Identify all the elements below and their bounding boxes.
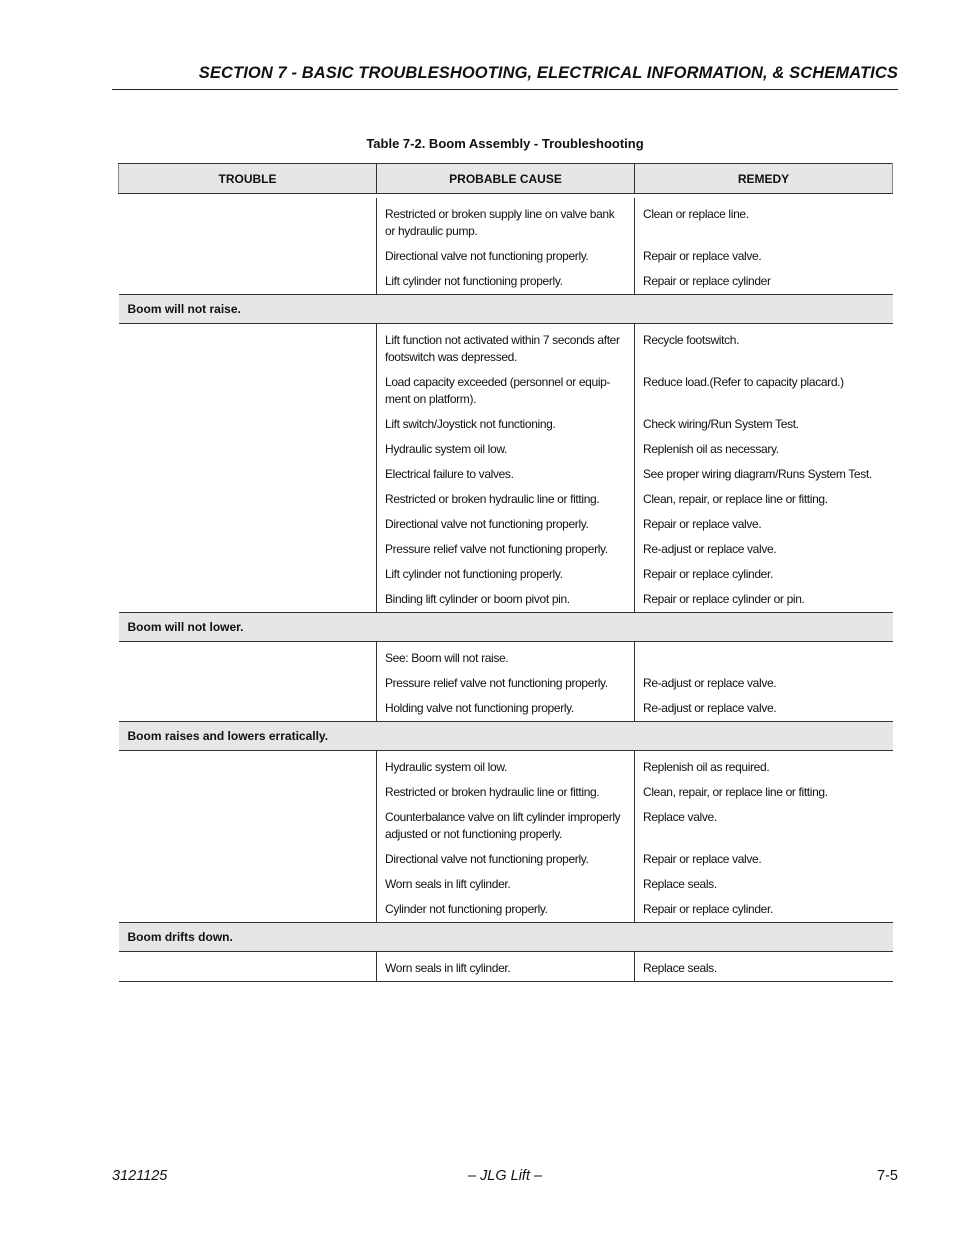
remedy-text: Replenish oil as required. [643, 760, 770, 774]
trouble-cell-empty [119, 642, 377, 722]
probable-cause-cell [377, 462, 635, 487]
remedy-cell [635, 324, 893, 371]
cause-row [119, 198, 893, 244]
remedy-cell [635, 587, 893, 613]
header-rule [112, 89, 898, 90]
probable-cause-text: Restricted or broken supply line on valve bank or hydraulic pump. [385, 207, 615, 238]
troubleshooting-table [118, 163, 893, 982]
remedy-cell [635, 562, 893, 587]
page-number: 7-5 [877, 1168, 898, 1184]
probable-cause-cell [377, 487, 635, 512]
remedy-cell [635, 512, 893, 537]
remedy-cell [635, 437, 893, 462]
probable-cause-cell [377, 780, 635, 805]
remedy-cell [635, 751, 893, 781]
probable-cause-cell [377, 324, 635, 371]
remedy-text: Clean, repair, or replace line or fitting. [643, 492, 828, 506]
remedy-text: Re-adjust or replace valve. [643, 676, 777, 690]
probable-cause-cell [377, 751, 635, 781]
trouble-label: Boom raises and lowers erratically. [119, 722, 893, 751]
probable-cause-cell [377, 512, 635, 537]
probable-cause-cell [377, 587, 635, 613]
trouble-cell-empty [119, 751, 377, 923]
remedy-cell [635, 952, 893, 982]
probable-cause-cell [377, 696, 635, 722]
remedy-text: Clean, repair, or replace line or fitting. [643, 785, 828, 799]
remedy-text: Reduce load.(Refer to capacity placard.) [643, 375, 844, 389]
remedy-cell [635, 370, 893, 412]
probable-cause-cell [377, 437, 635, 462]
remedy-cell [635, 872, 893, 897]
remedy-text: Replace valve. [643, 810, 717, 824]
remedy-text: Re-adjust or replace valve. [643, 542, 777, 556]
remedy-text: Re-adjust or replace valve. [643, 701, 777, 715]
probable-cause-cell [377, 671, 635, 696]
trouble-row [119, 295, 893, 324]
remedy-cell [635, 537, 893, 562]
probable-cause-text: Counterbalance valve on lift cylinder improperly adjusted or not functioning properly. [385, 810, 621, 841]
probable-cause-text: Electrical failure to valves. [385, 467, 514, 481]
document-number: 3121125 [112, 1168, 168, 1184]
remedy-text: Repair or replace valve. [643, 852, 762, 866]
probable-cause-text: Pressure relief valve not functioning properly. [385, 676, 608, 690]
trouble-row [119, 722, 893, 751]
probable-cause-text: Hydraulic system oil low. [385, 442, 507, 456]
remedy-cell [635, 642, 893, 672]
probable-cause-cell [377, 370, 635, 412]
remedy-text [643, 642, 885, 654]
probable-cause-cell [377, 198, 635, 244]
remedy-cell [635, 805, 893, 847]
remedy-cell [635, 412, 893, 437]
trouble-cell-empty [119, 952, 377, 982]
trouble-label: Boom will not raise. [119, 295, 893, 324]
probable-cause-text: Lift cylinder not functioning properly. [385, 274, 563, 288]
probable-cause-cell [377, 412, 635, 437]
probable-cause-cell [377, 537, 635, 562]
probable-cause-cell [377, 269, 635, 295]
probable-cause-text: Lift cylinder not functioning properly. [385, 567, 563, 581]
remedy-cell [635, 462, 893, 487]
remedy-cell [635, 847, 893, 872]
remedy-text: Repair or replace cylinder. [643, 902, 773, 916]
remedy-text: Repair or replace cylinder [643, 274, 771, 288]
probable-cause-cell [377, 952, 635, 982]
probable-cause-text: See: Boom will not raise. [385, 651, 509, 665]
probable-cause-text: Lift switch/Joystick not functioning. [385, 417, 556, 431]
probable-cause-text: Load capacity exceeded (personnel or equip-ment on platform). [385, 375, 611, 406]
remedy-cell [635, 897, 893, 923]
probable-cause-text: Directional valve not functioning properly. [385, 852, 589, 866]
column-header-probable-cause: PROBABLE CAUSE [377, 164, 635, 194]
probable-cause-cell [377, 872, 635, 897]
remedy-text: Clean or replace line. [643, 207, 749, 221]
remedy-text: See proper wiring diagram/Runs System Test. [643, 467, 872, 481]
probable-cause-text: Holding valve not functioning properly. [385, 701, 574, 715]
remedy-text: Repair or replace cylinder or pin. [643, 592, 805, 606]
probable-cause-cell [377, 897, 635, 923]
column-header-trouble: TROUBLE [119, 164, 377, 194]
remedy-cell [635, 198, 893, 244]
probable-cause-text: Directional valve not functioning properly. [385, 517, 589, 531]
probable-cause-text: Hydraulic system oil low. [385, 760, 507, 774]
cause-row [119, 952, 893, 982]
column-header-remedy: REMEDY [635, 164, 893, 194]
trouble-row [119, 923, 893, 952]
trouble-cell-empty [119, 198, 377, 295]
probable-cause-text: Worn seals in lift cylinder. [385, 877, 511, 891]
probable-cause-cell [377, 805, 635, 847]
remedy-text: Replace seals. [643, 877, 717, 891]
probable-cause-cell [377, 244, 635, 269]
trouble-cell-empty [119, 324, 377, 613]
publisher-label: – JLG Lift – [467, 1168, 543, 1184]
cause-row [119, 642, 893, 672]
probable-cause-text: Binding lift cylinder or boom pivot pin. [385, 592, 570, 606]
table-body [119, 194, 893, 982]
trouble-label: Boom drifts down. [119, 923, 893, 952]
remedy-text: Repair or replace cylinder. [643, 567, 773, 581]
remedy-text: Check wiring/Run System Test. [643, 417, 799, 431]
remedy-cell [635, 487, 893, 512]
remedy-cell [635, 244, 893, 269]
probable-cause-cell [377, 847, 635, 872]
section-header: SECTION 7 - BASIC TROUBLESHOOTING, ELECTRICAL INFORMATION, & SCHEMATICS [198, 64, 898, 82]
page-footer [112, 1168, 898, 1188]
trouble-row [119, 613, 893, 642]
remedy-text: Repair or replace valve. [643, 517, 762, 531]
remedy-cell [635, 269, 893, 295]
probable-cause-text: Restricted or broken hydraulic line or fitting. [385, 785, 600, 799]
remedy-text: Replace seals. [643, 961, 717, 975]
probable-cause-cell [377, 642, 635, 672]
probable-cause-text: Pressure relief valve not functioning properly. [385, 542, 608, 556]
remedy-cell [635, 780, 893, 805]
probable-cause-text: Cylinder not functioning properly. [385, 902, 548, 916]
table-header-row [119, 164, 893, 194]
probable-cause-text: Directional valve not functioning properly. [385, 249, 589, 263]
table-title: Table 7-2. Boom Assembly - Troubleshooting [366, 136, 644, 151]
remedy-text: Recycle footswitch. [643, 333, 740, 347]
remedy-cell [635, 696, 893, 722]
cause-row [119, 324, 893, 371]
remedy-text: Repair or replace valve. [643, 249, 762, 263]
cause-row [119, 751, 893, 781]
probable-cause-cell [377, 562, 635, 587]
probable-cause-text: Worn seals in lift cylinder. [385, 961, 511, 975]
probable-cause-text: Lift function not activated within 7 seconds after footswitch was depressed. [385, 333, 620, 364]
remedy-text: Replenish oil as necessary. [643, 442, 779, 456]
remedy-cell [635, 671, 893, 696]
probable-cause-text: Restricted or broken hydraulic line or fitting. [385, 492, 600, 506]
trouble-label: Boom will not lower. [119, 613, 893, 642]
